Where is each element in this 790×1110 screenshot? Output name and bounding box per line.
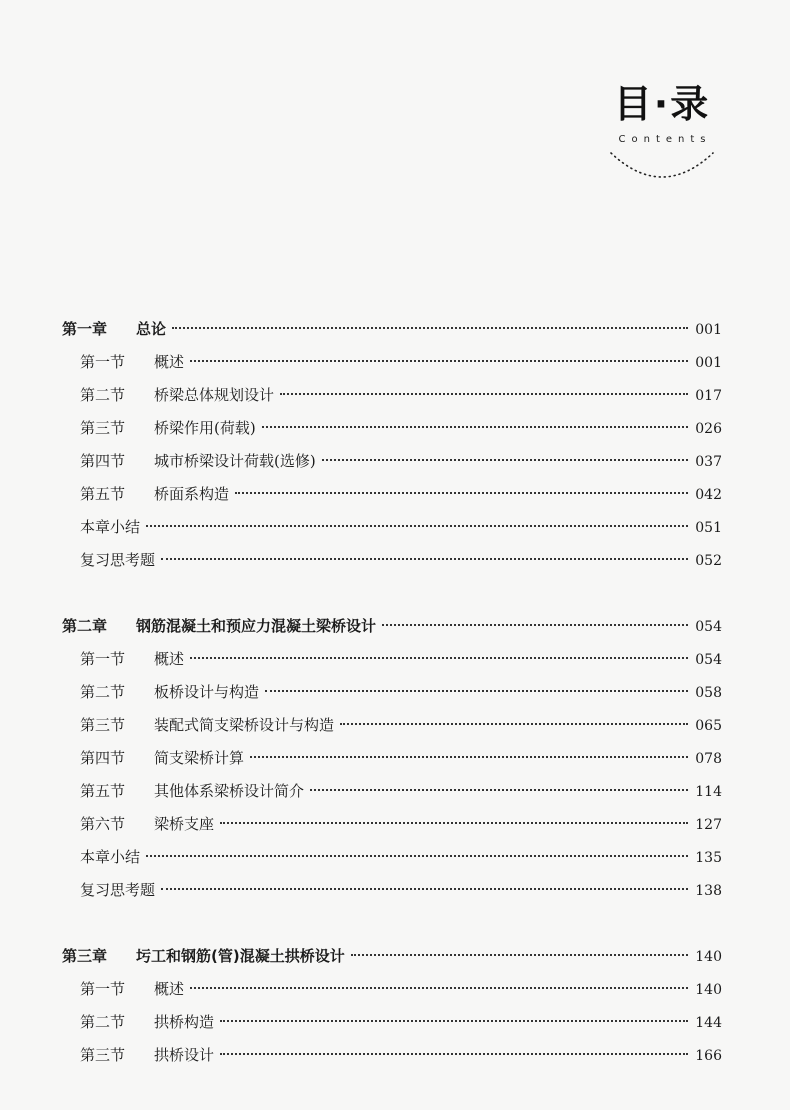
toc-chapter-entry[interactable]	[62, 313, 722, 346]
toc-page-number: 042	[695, 487, 722, 503]
toc-page-number: 166	[695, 1048, 722, 1064]
dot-leader	[250, 756, 688, 758]
toc-entry-label	[80, 478, 229, 511]
toc-entry-title: 板桥设计与构造	[154, 683, 260, 701]
toc-section-entry[interactable]	[62, 874, 722, 907]
toc-page-number: 078	[695, 751, 722, 767]
toc-section-entry[interactable]	[62, 1039, 722, 1072]
toc-entry-label	[62, 313, 166, 346]
toc-entry-label	[80, 643, 184, 676]
toc-entry-number: 第四节	[80, 452, 126, 470]
toc-page-number: 054	[695, 652, 722, 668]
toc-entry-label	[62, 610, 376, 643]
toc-entry-title: 概述	[154, 980, 185, 998]
toc-entry-title: 桥梁作用(荷载)	[154, 419, 256, 437]
toc-entry-title: 复习思考题	[80, 551, 156, 569]
toc-section-entry[interactable]	[62, 511, 722, 544]
toc-section-entry[interactable]	[62, 445, 722, 478]
dot-leader	[146, 855, 688, 857]
toc-section-entry[interactable]	[62, 841, 722, 874]
toc-entry-number: 第三节	[80, 419, 126, 437]
toc-entry-label	[80, 511, 140, 544]
toc-chapter-entry[interactable]	[62, 940, 722, 973]
toc-page-number: 054	[695, 619, 722, 635]
toc-section-entry[interactable]	[62, 742, 722, 775]
toc-page-number: 058	[695, 685, 722, 701]
toc-page-number: 001	[695, 322, 722, 338]
table-of-contents	[62, 313, 722, 1072]
toc-page-number: 001	[695, 355, 722, 371]
toc-entry-number: 第三节	[80, 1046, 126, 1064]
toc-entry-title: 装配式简支梁桥设计与构造	[154, 716, 335, 734]
toc-section-entry[interactable]	[62, 412, 722, 445]
contents-header	[602, 82, 722, 183]
toc-entry-number: 第一节	[80, 650, 126, 668]
toc-section-entry[interactable]	[62, 709, 722, 742]
toc-page-number: 037	[695, 454, 722, 470]
toc-entry-label	[80, 346, 184, 379]
toc-entry-title: 总论	[136, 320, 167, 338]
page-title: 目·录	[613, 82, 711, 126]
toc-entry-label	[80, 874, 155, 907]
dot-leader	[340, 723, 688, 725]
toc-page-number: 127	[695, 817, 722, 833]
dot-leader	[220, 1053, 688, 1055]
toc-entry-title: 拱桥设计	[154, 1046, 215, 1064]
toc-entry-number: 第二节	[80, 386, 126, 404]
toc-entry-label	[80, 676, 259, 709]
toc-entry-title: 梁桥支座	[154, 815, 215, 833]
dot-leader	[235, 492, 688, 494]
toc-entry-label	[80, 742, 244, 775]
toc-entry-label	[80, 544, 155, 577]
chapter-gap	[62, 907, 722, 940]
toc-entry-title: 概述	[154, 650, 185, 668]
toc-page-number: 026	[695, 421, 722, 437]
dot-leader	[220, 1020, 688, 1022]
toc-page-number: 065	[695, 718, 722, 734]
dot-leader	[351, 954, 688, 956]
toc-entry-number: 第三节	[80, 716, 126, 734]
dot-leader	[161, 558, 688, 560]
toc-entry-number: 第一章	[62, 320, 108, 338]
dot-leader	[161, 888, 688, 890]
toc-entry-label	[80, 412, 256, 445]
dot-leader	[220, 822, 688, 824]
toc-entry-title: 圬工和钢筋(管)混凝土拱桥设计	[136, 947, 345, 965]
toc-entry-title: 拱桥构造	[154, 1013, 215, 1031]
toc-page-number: 017	[695, 388, 722, 404]
dot-leader	[382, 624, 688, 626]
toc-page-number: 138	[695, 883, 722, 899]
toc-section-entry[interactable]	[62, 643, 722, 676]
toc-entry-title: 城市桥梁设计荷载(选修)	[154, 452, 316, 470]
toc-entry-number: 第五节	[80, 485, 126, 503]
toc-entry-label	[80, 808, 214, 841]
toc-section-entry[interactable]	[62, 676, 722, 709]
dot-leader	[280, 393, 688, 395]
toc-entry-title: 其他体系梁桥设计简介	[154, 782, 305, 800]
toc-section-entry[interactable]	[62, 478, 722, 511]
toc-entry-label	[80, 379, 274, 412]
toc-section-entry[interactable]	[62, 808, 722, 841]
toc-page-number: 114	[695, 784, 722, 800]
dot-leader	[262, 426, 688, 428]
toc-entry-title: 概述	[154, 353, 185, 371]
toc-entry-label	[80, 1006, 214, 1039]
toc-chapter-entry[interactable]	[62, 610, 722, 643]
dot-leader	[322, 459, 688, 461]
dot-leader	[265, 690, 688, 692]
toc-entry-label	[80, 841, 140, 874]
page-subtitle: Contents	[618, 134, 712, 145]
toc-entry-number: 第一节	[80, 353, 126, 371]
dot-leader	[190, 360, 688, 362]
dotted-arc-ornament	[607, 149, 717, 183]
toc-entry-label	[80, 1039, 214, 1072]
toc-page-number: 140	[695, 982, 722, 998]
toc-page-number: 051	[695, 520, 722, 536]
toc-entry-number: 第二节	[80, 683, 126, 701]
dot-leader	[190, 657, 688, 659]
toc-entry-title: 本章小结	[80, 848, 141, 866]
toc-section-entry[interactable]	[62, 379, 722, 412]
dot-leader	[190, 987, 688, 989]
toc-entry-number: 第四节	[80, 749, 126, 767]
toc-entry-title: 本章小结	[80, 518, 141, 536]
toc-entry-number: 第五节	[80, 782, 126, 800]
toc-entry-label	[80, 973, 184, 1006]
toc-entry-number: 第二节	[80, 1013, 126, 1031]
toc-entry-label	[62, 940, 345, 973]
toc-entry-number: 第三章	[62, 947, 108, 965]
toc-entry-number: 第二章	[62, 617, 108, 635]
toc-page-number: 144	[695, 1015, 722, 1031]
toc-section-entry[interactable]	[62, 544, 722, 577]
dot-leader	[146, 525, 688, 527]
toc-entry-title: 桥梁总体规划设计	[154, 386, 275, 404]
toc-entry-title: 钢筋混凝土和预应力混凝土梁桥设计	[136, 617, 377, 635]
toc-entry-label	[80, 445, 316, 478]
toc-entry-number: 第一节	[80, 980, 126, 998]
toc-section-entry[interactable]	[62, 346, 722, 379]
toc-entry-number: 第六节	[80, 815, 126, 833]
toc-entry-title: 复习思考题	[80, 881, 156, 899]
toc-entry-title: 桥面系构造	[154, 485, 230, 503]
dot-leader	[310, 789, 688, 791]
toc-section-entry[interactable]	[62, 1006, 722, 1039]
dot-leader	[172, 327, 688, 329]
toc-section-entry[interactable]	[62, 973, 722, 1006]
toc-page-number: 135	[695, 850, 722, 866]
toc-page-number: 052	[695, 553, 722, 569]
toc-page-number: 140	[695, 949, 722, 965]
toc-section-entry[interactable]	[62, 775, 722, 808]
chapter-gap	[62, 577, 722, 610]
toc-entry-label	[80, 709, 334, 742]
toc-entry-title: 简支梁桥计算	[154, 749, 245, 767]
toc-entry-label	[80, 775, 304, 808]
